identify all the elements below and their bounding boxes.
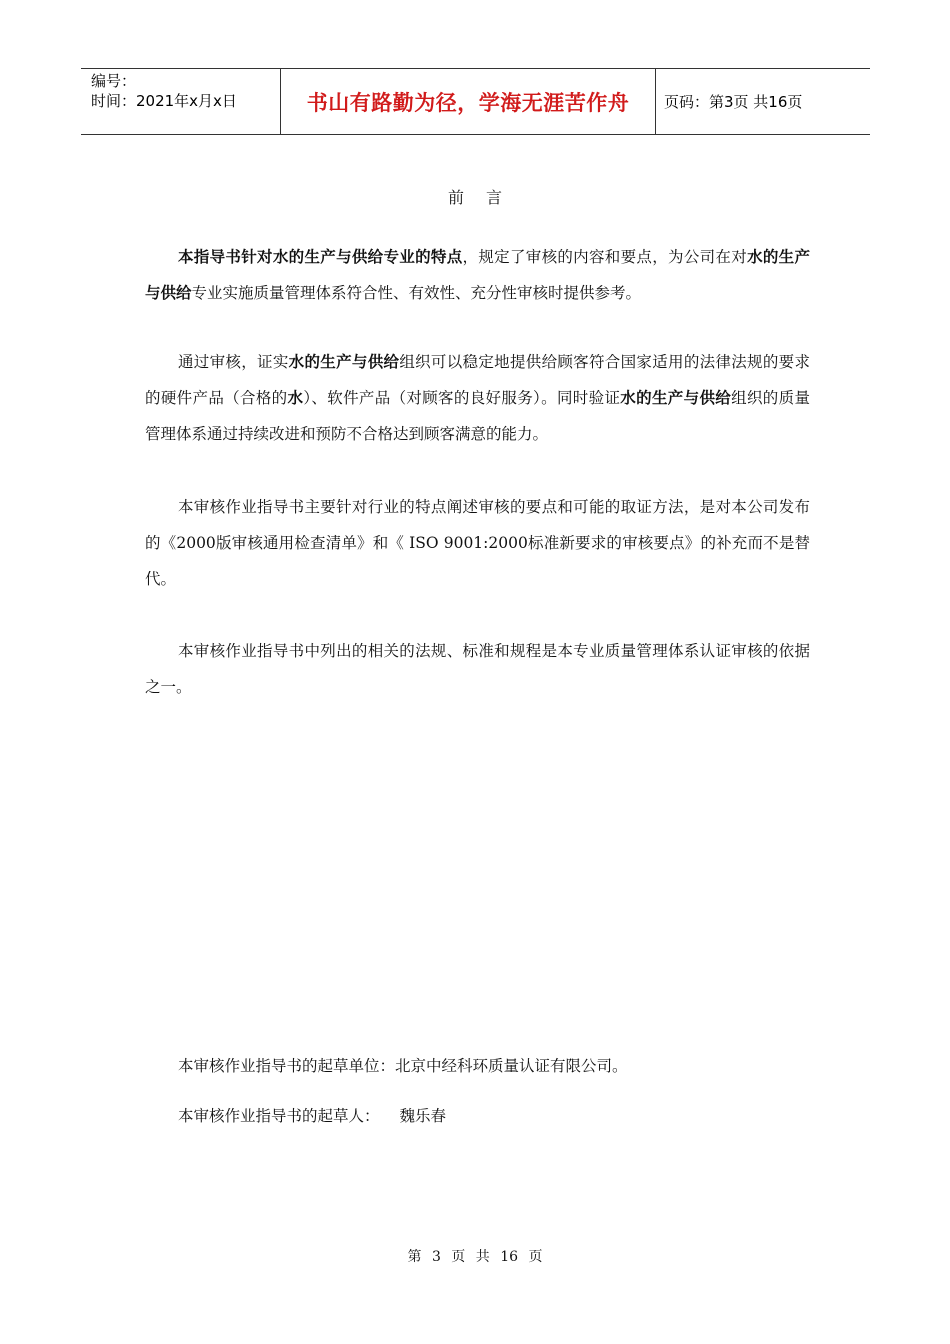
document-date-label: 时间：2021年x月x日 <box>91 92 237 110</box>
text-run: ，规定了审核的内容和要点，为公司在对 <box>462 248 748 266</box>
page-header <box>81 68 870 135</box>
page-footer: 第 3 页 共 16 页 <box>407 1249 543 1265</box>
drafter-label: 本审核作业指导书的起草人： <box>178 1107 380 1125</box>
text-run: 通过审核，证实 <box>178 353 289 371</box>
section-title: 前言 <box>447 188 524 207</box>
text-run: 组织的质量管理体系通过持续改进和预防不合格达到顾客满意的能力。 <box>145 389 810 443</box>
document-number-label: 编号： <box>91 72 137 90</box>
bold-phrase: 水的生产与供给 <box>620 389 732 407</box>
header-meta <box>81 69 281 134</box>
drafter-line <box>178 1104 446 1126</box>
drafter-name: 魏乐春 <box>399 1107 447 1125</box>
bold-phrase: 水的生产与供给 <box>288 353 400 371</box>
drafting-unit: 本审核作业指导书的起草单位：北京中经科环质量认证有限公司。 <box>178 1057 628 1075</box>
text-run: 专业实施质量管理体系符合性、有效性、充分性审核时提供参考。 <box>191 284 642 302</box>
header-page-number: 页码：第3页 共16页 <box>664 93 803 111</box>
paragraph-scope <box>145 239 810 311</box>
bold-phrase: 水 <box>287 389 304 407</box>
paragraph-basis: 本审核作业指导书中列出的相关的法规、标准和规程是本专业质量管理体系认证审核的依据之一。 <box>145 642 810 696</box>
text-run: ）、软件产品（对顾客的良好服务）。同时验证 <box>303 389 621 407</box>
paragraph-supplement: 本审核作业指导书主要针对行业的特点阐述审核的要点和可能的取证方法，是对本公司发布的《2000版审核通用检查清单》和《 ISO 9001:2000标准新要求的审核要点》的补充而不是替代。 <box>145 498 810 588</box>
paragraph-purpose <box>145 344 810 452</box>
bold-phrase: 水的生产与供给 <box>145 248 810 302</box>
bold-phrase: 本指导书针对水的生产与供给专业的特点 <box>178 248 463 266</box>
text-run: 组织可以稳定地提供给顾客符合国家适用的法律法规的要求的硬件产品（合格的 <box>145 353 810 407</box>
header-motto: 书山有路勤为径，学海无涯苦作舟 <box>281 69 656 134</box>
